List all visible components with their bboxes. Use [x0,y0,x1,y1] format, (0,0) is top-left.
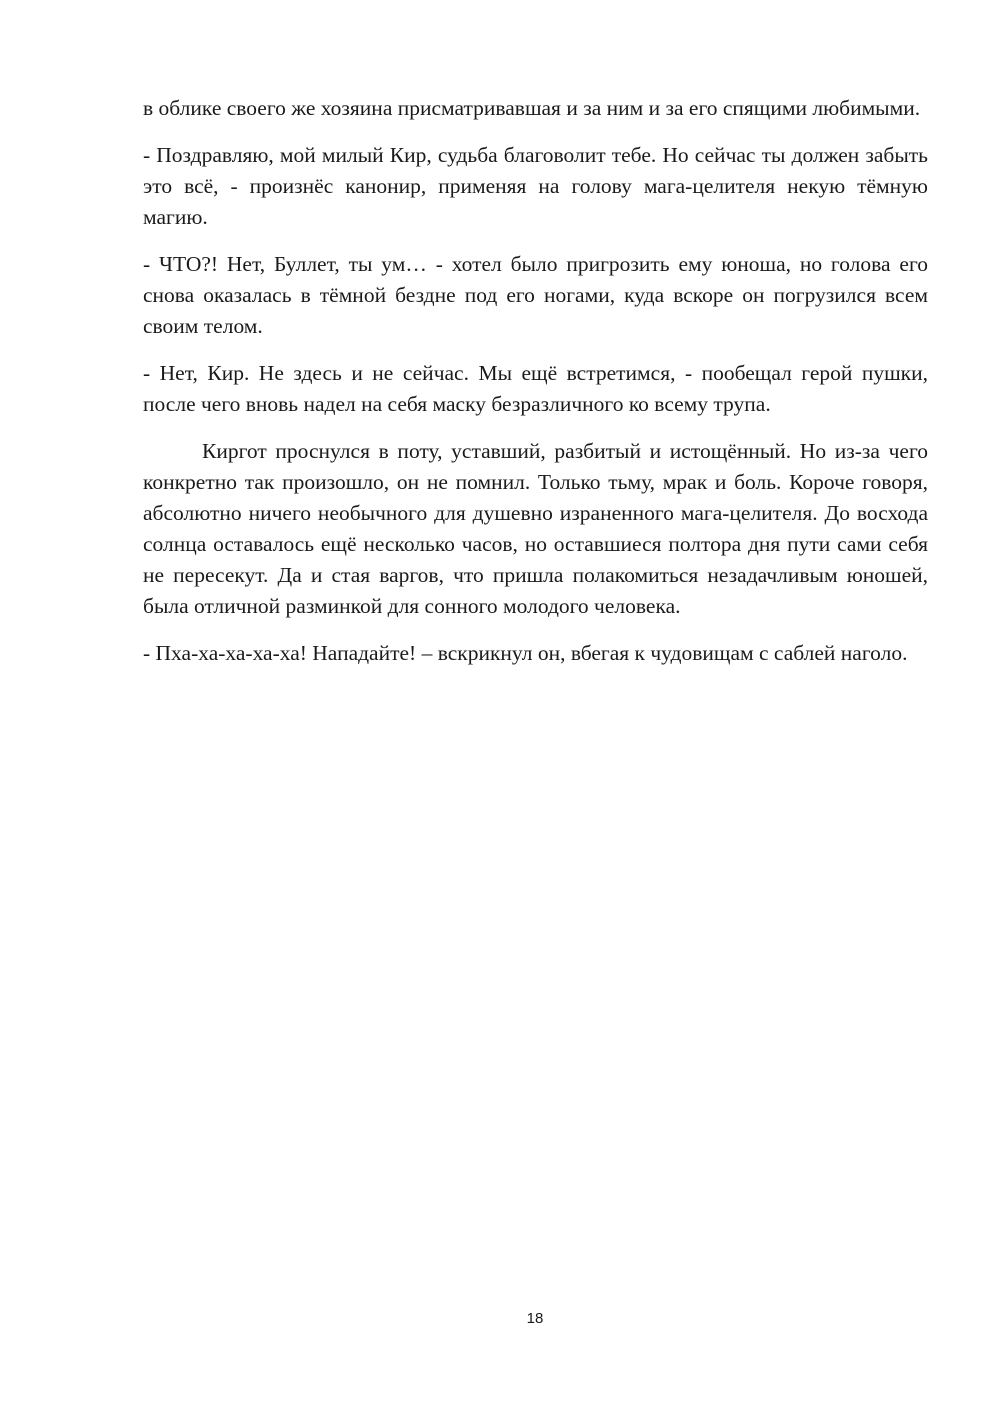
paragraph-dialogue-congrats: - Поздравляю, мой милый Кир, судьба благоволит тебе. Но сейчас ты должен забыть это всё, - произнёс канонир, применяя на голову мага-целителя некую тёмную магию. [143,143,928,229]
page-body [143,93,928,685]
paragraph-narration-awakening: Киргот проснулся в поту, уставший, разбитый и истощённый. Но из-за чего конкретно так произошло, он не помнил. Только тьму, мрак и боль. Короче говоря, абсолютно ничего необычного для душевно израненного мага-целителя. До восхода солнца оставалось ещё несколько часов, но оставшиеся полтора дня пути сами себя не пересекут. Да и стая варгов, что пришла полакомиться незадачливым юношей, была отличной разминкой для сонного молодого человека. [143,439,928,618]
paragraph-dialogue-not-here: - Нет, Кир. Не здесь и не сейчас. Мы ещё встретимся, - пообещал герой пушки, после чего вновь надел на себя маску безразличного ко всему трупа. [143,361,928,416]
page-number: 18 [526,1310,544,1327]
paragraph-dialogue-attack: - Пха-ха-ха-ха-ха! Нападайте! – вскрикнул он, вбегая к чудовищам с саблей наголо. [143,641,908,665]
paragraph-continuation: в облике своего же хозяина присматривавшая и за ним и за его спящими любимыми. [143,96,921,120]
paragraph-dialogue-what: - ЧТО?! Нет, Буллет, ты ум… - хотел было пригрозить ему юноша, но голова его снова оказалась в тёмной бездне под его ногами, куда вскоре он погрузился всем своим телом. [143,252,928,338]
